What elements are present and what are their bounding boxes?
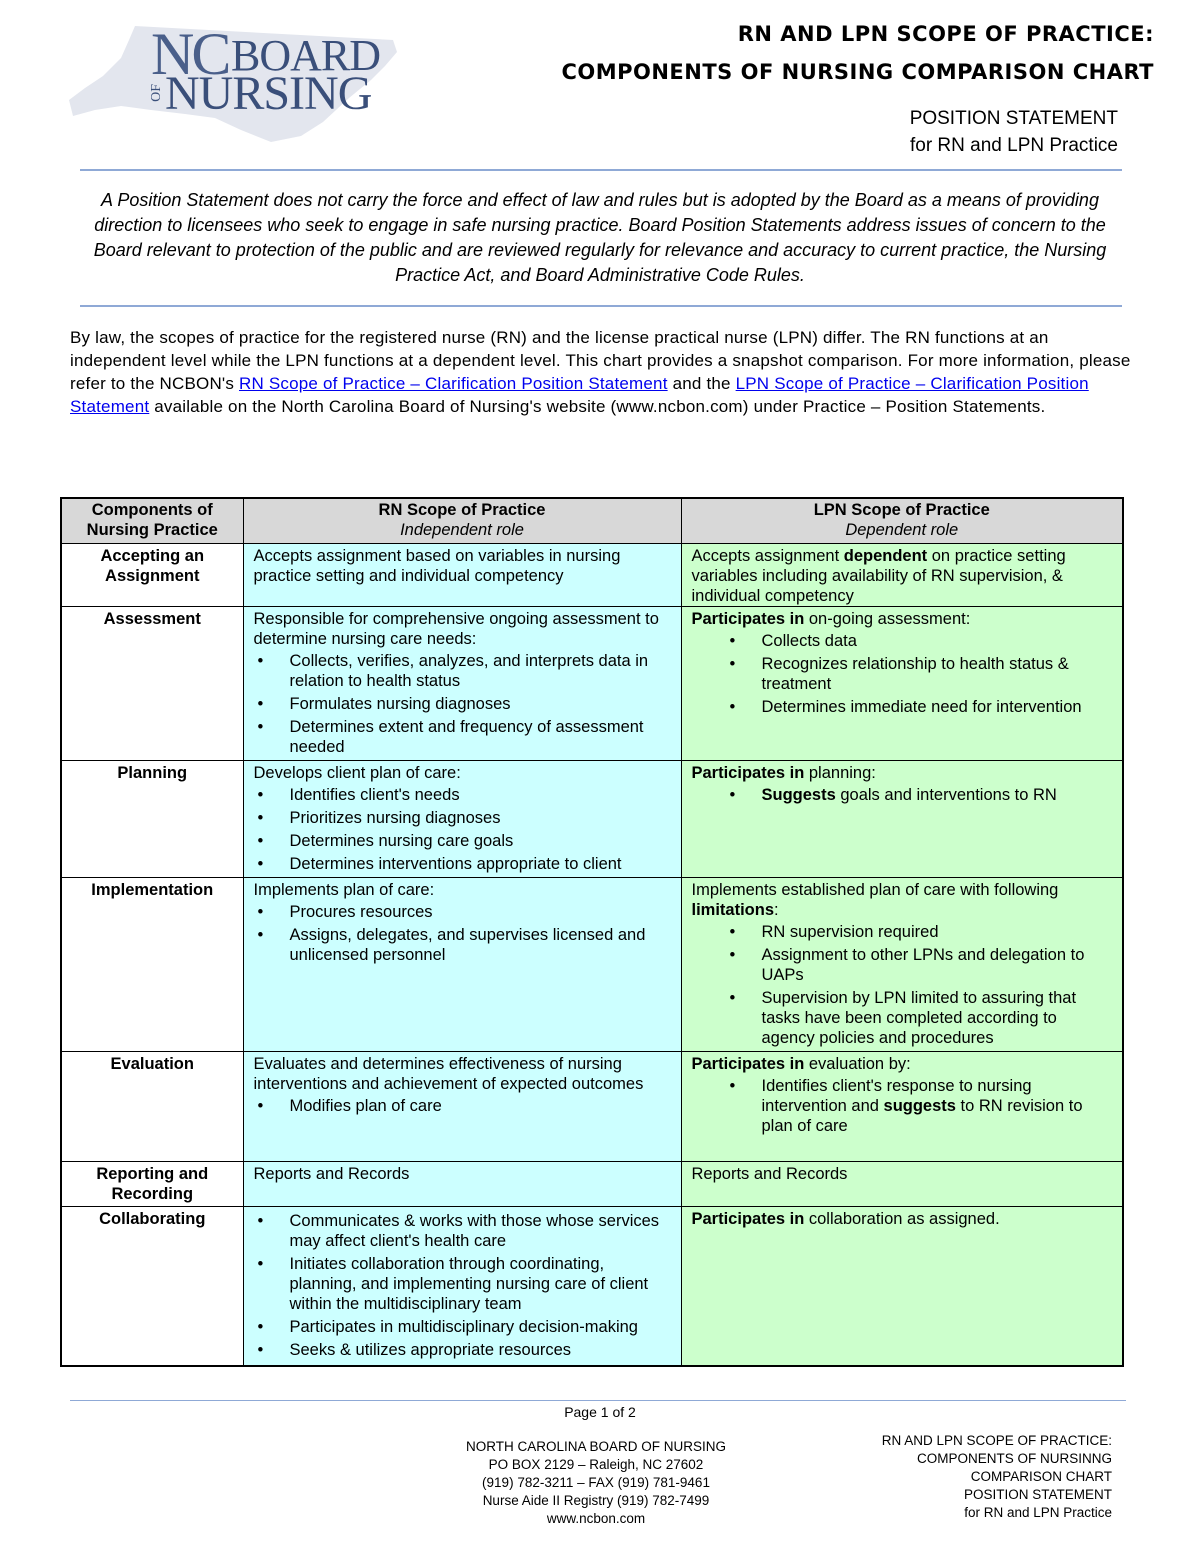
list-item: • RN supervision required <box>692 922 1113 942</box>
list-item: • Formulates nursing diagnoses <box>254 694 671 714</box>
disclaimer-text: A Position Statement does not carry the force and effect of law and rules but is adopted by the Board as a means of providing direction to licensees who seek to engage in safe nursing practice. Board Position Statements address issues of concern to the Board relevant to protection of the public and are reviewed regularly for relevance and accuracy to current practice, the Nursing Practice Act, and Board Administrative Code Rules. <box>93 190 1107 285</box>
list-item: • Collects data <box>692 631 1113 651</box>
list-item: • Determines extent and frequency of assessment needed <box>254 717 671 757</box>
website-text: www.ncbon.com <box>546 1511 646 1526</box>
list-item: • Determines immediate need for intervention <box>692 697 1113 717</box>
row-label-collaborating: Collaborating <box>61 1206 243 1366</box>
rn-accepting-cell: Accepts assignment based on variables in nursing practice setting and individual competency <box>243 543 681 606</box>
disclaimer-divider <box>80 305 1122 307</box>
list-item: • Seeks & utilizes appropriate resources <box>254 1340 671 1360</box>
rn-implementation-cell: Implements plan of care: • Procures resources • Assigns, delegates, and supervises licensed and unlicensed personnel <box>243 877 681 1051</box>
row-label-accepting: Accepting an Assignment <box>61 543 243 606</box>
row-label-assessment: Assessment <box>61 606 243 760</box>
lpn-evaluation-cell: Participates in evaluation by: • Identifies client's response to nursing intervention and suggests to RN revision to plan of care <box>681 1051 1123 1161</box>
table-header-row <box>61 498 1123 543</box>
lpn-reporting-cell: Reports and Records <box>681 1161 1123 1206</box>
table-row <box>61 1206 1123 1366</box>
table-row <box>61 877 1123 1051</box>
rn-planning-cell: Develops client plan of care: • Identifies client's needs • Prioritizes nursing diagnoses • Determines nursing care goals • Determines interventions appropriate to client <box>243 760 681 877</box>
list-item: • Prioritizes nursing diagnoses <box>254 808 671 828</box>
row-label-implementation: Implementation <box>61 877 243 1051</box>
rn-scope-link[interactable]: RN Scope of Practice – Clarification Position Statement <box>239 374 668 393</box>
intro-paragraph <box>70 326 1132 418</box>
logo-nc: NC <box>151 21 229 87</box>
position-statement-subtitle: for RN and LPN Practice <box>909 135 1118 156</box>
lpn-assessment-cell: Participates in on-going assessment: • Collects data • Recognizes relationship to health status & treatment • Determines immediate need for intervention <box>681 606 1123 760</box>
list-item: • Participates in multidisciplinary decision-making <box>254 1317 671 1337</box>
rn-collaborating-cell <box>243 1206 681 1366</box>
lpn-scope-link[interactable]: LPN Scope of Practice – Clarification Position Statement <box>70 374 1089 416</box>
logo-nursing: NURSING <box>165 67 372 120</box>
footer-divider <box>70 1400 1126 1401</box>
row-label-evaluation: Evaluation <box>61 1051 243 1161</box>
logo-of: OF <box>149 84 164 102</box>
lpn-accepting-cell: Accepts assignment dependent on practice setting variables including availability of RN supervision, & individual competency <box>681 543 1123 606</box>
footer-document-title: RN AND LPN SCOPE OF PRACTICE: COMPONENTS OF NURSINNG COMPARISON CHART POSITION STATEMENT for RN and LPN Practice <box>881 1433 1112 1520</box>
rn-reporting-cell: Reports and Records <box>243 1161 681 1206</box>
lpn-collaborating-cell: Participates in collaboration as assigned. <box>681 1206 1123 1366</box>
list-item: • Identifies client's needs <box>254 785 671 805</box>
table-row <box>61 606 1123 760</box>
comparison-table <box>60 497 1124 1367</box>
lpn-planning-cell: Participates in planning: • Suggests goals and interventions to RN <box>681 760 1123 877</box>
list-item: • Procures resources <box>254 902 671 922</box>
footer-address: NORTH CAROLINA BOARD OF NURSING PO BOX 2129 – Raleigh, NC 27602 (919) 782-3211 – FAX (919) 781-9461 Nurse Aide II Registry (919) 782-7499 www.ncbon.com <box>420 1438 772 1528</box>
list-item: • Supervision by LPN limited to assuring that tasks have been completed according to agency policies and procedures <box>692 988 1113 1048</box>
header-rn-role: Independent role <box>400 521 524 539</box>
logo-board: BOARD <box>231 31 381 80</box>
row-label-planning: Planning <box>61 760 243 877</box>
list-item: • Initiates collaboration through coordinating, planning, and implementing nursing care of client within the multidisciplinary team <box>254 1254 671 1314</box>
rn-evaluation-cell: Evaluates and determines effectiveness of nursing interventions and achievement of expected outcomes • Modifies plan of care <box>243 1051 681 1161</box>
document-title-line2: COMPONENTS OF NURSING COMPARISON CHART <box>561 60 1154 84</box>
list-item: • Determines nursing care goals <box>254 831 671 851</box>
header-components: Components of Nursing Practice <box>61 498 243 543</box>
list-item: • Determines interventions appropriate to client <box>254 854 671 874</box>
list-item: • Suggests goals and interventions to RN <box>692 785 1113 805</box>
table-row <box>61 1161 1123 1206</box>
position-statement-label: POSITION STATEMENT <box>909 108 1118 129</box>
header-lpn-scope: LPN Scope of Practice Dependent role <box>681 498 1123 543</box>
header-rn-scope: RN Scope of Practice Independent role <box>243 498 681 543</box>
lpn-implementation-cell: Implements established plan of care with following limitations: • RN supervision required • Assignment to other LPNs and delegation to UAPs • Supervision by LPN limited to assuring that tasks have been completed according to agency policies and procedures <box>681 877 1123 1051</box>
intro-text-1: By law, the scopes of practice for the registered nurse (RN) and the license practical nurse (LPN) differ. The RN functions at an independent level while the LPN functions at a dependent level. This chart provides a snapshot comparison. For more information, please refer to the NCBON's <box>70 328 1131 393</box>
list-item: • Communicates & works with those whose services may affect client's health care <box>254 1211 671 1251</box>
table-row <box>61 1051 1123 1161</box>
header-lpn-role: Dependent role <box>845 521 959 539</box>
header-divider <box>80 169 1122 171</box>
list-item: • Modifies plan of care <box>254 1096 671 1116</box>
list-item: • Collects, verifies, analyzes, and interprets data in relation to health status <box>254 651 671 691</box>
page-number: Page 1 of 2 <box>564 1404 636 1420</box>
list-item: • Identifies client's response to nursing intervention and suggests to RN revision to plan of care <box>692 1076 1113 1136</box>
table-row <box>61 543 1123 606</box>
intro-text-2: and the <box>667 374 736 393</box>
table-row <box>61 760 1123 877</box>
list-item: • Assignment to other LPNs and delegation to UAPs <box>692 945 1113 985</box>
list-item: • Recognizes relationship to health status & treatment <box>692 654 1113 694</box>
list-item: • Assigns, delegates, and supervises licensed and unlicensed personnel <box>254 925 671 965</box>
ncbon-logo <box>65 18 405 148</box>
document-title-line1: RN AND LPN SCOPE OF PRACTICE: <box>737 22 1154 46</box>
rn-assessment-cell: Responsible for comprehensive ongoing assessment to determine nursing care needs: • Collects, verifies, analyzes, and interprets data in relation to health status • Formulates nursing diagnoses • Determines extent and frequency of assessment needed <box>243 606 681 760</box>
row-label-reporting: Reporting and Recording <box>61 1161 243 1206</box>
intro-text-3: available on the North Carolina Board of Nursing's website (www.ncbon.com) under Practice – Position Statements. <box>149 397 1046 416</box>
